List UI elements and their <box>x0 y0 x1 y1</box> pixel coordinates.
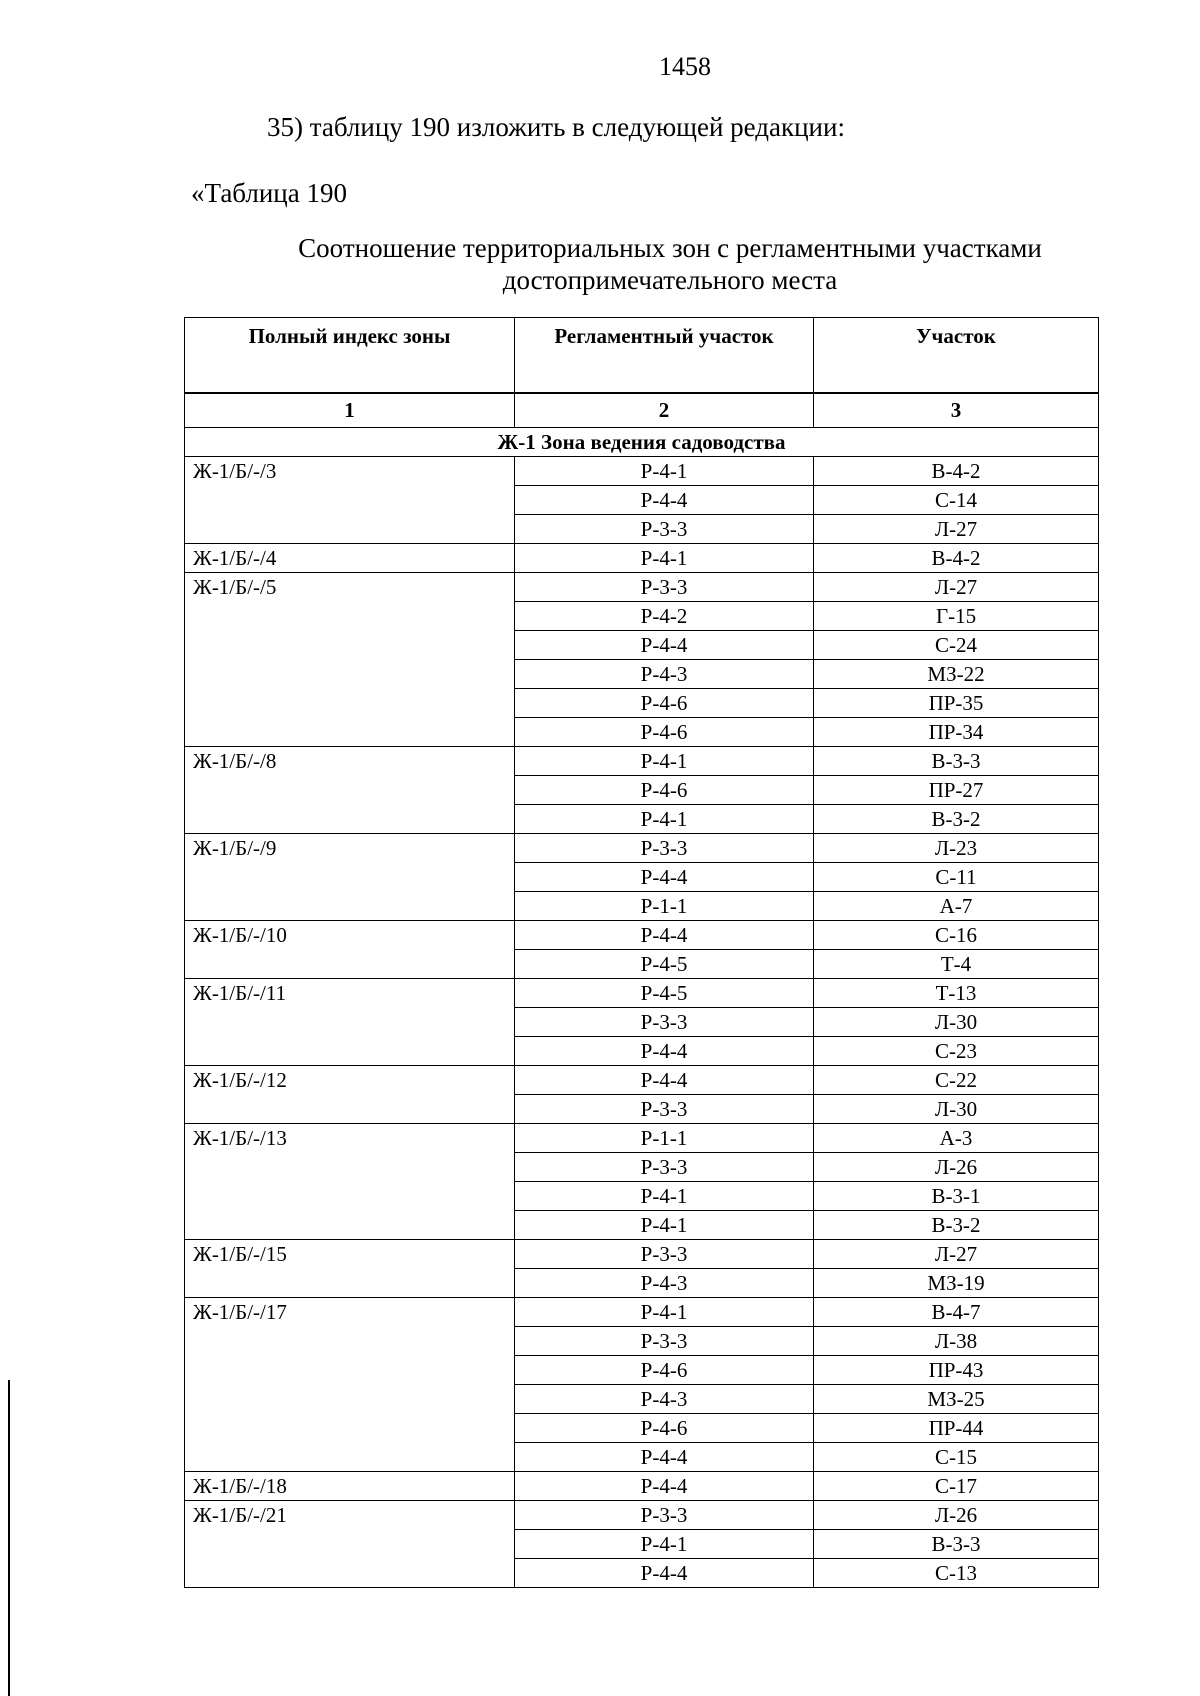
table-row <box>185 1124 1099 1153</box>
zone-index-cell: Ж-1/Б/-/11 <box>185 979 515 1066</box>
column-number-row <box>185 394 1099 428</box>
site-cell: С-24 <box>814 631 1099 660</box>
site-cell: В-3-2 <box>814 1211 1099 1240</box>
regulatory-site-cell: Р-4-5 <box>515 950 814 979</box>
site-cell: ПР-44 <box>814 1414 1099 1443</box>
regulatory-site-cell: Р-4-4 <box>515 1559 814 1588</box>
data-table <box>184 427 1099 1588</box>
regulatory-site-cell: Р-3-3 <box>515 834 814 863</box>
site-cell: С-11 <box>814 863 1099 892</box>
regulatory-site-cell: Р-3-3 <box>515 1153 814 1182</box>
regulatory-site-cell: Р-4-1 <box>515 1182 814 1211</box>
table-row <box>185 834 1099 863</box>
site-cell: МЗ-25 <box>814 1385 1099 1414</box>
site-cell: Т-4 <box>814 950 1099 979</box>
regulatory-site-cell: Р-4-1 <box>515 1530 814 1559</box>
zone-index-cell: Ж-1/Б/-/4 <box>185 544 515 573</box>
site-cell: Л-27 <box>814 1240 1099 1269</box>
margin-mark <box>8 1380 10 1696</box>
table-row <box>185 747 1099 776</box>
table-title-line-1: Соотношение территориальных зон с регламентными участками <box>298 233 1042 263</box>
site-cell: С-16 <box>814 921 1099 950</box>
regulatory-site-cell: Р-4-3 <box>515 660 814 689</box>
column-number-table <box>184 393 1099 428</box>
regulatory-site-cell: Р-4-4 <box>515 1443 814 1472</box>
site-cell: Г-15 <box>814 602 1099 631</box>
header-row <box>185 318 1099 393</box>
regulatory-site-cell: Р-4-4 <box>515 1066 814 1095</box>
zone-index-cell: Ж-1/Б/-/9 <box>185 834 515 921</box>
table-row <box>185 1501 1099 1530</box>
site-cell: ПР-43 <box>814 1356 1099 1385</box>
regulatory-site-cell: Р-4-4 <box>515 921 814 950</box>
zone-index-cell: Ж-1/Б/-/5 <box>185 573 515 747</box>
site-cell: С-23 <box>814 1037 1099 1066</box>
group-title: Ж-1 Зона ведения садоводства <box>185 428 1099 457</box>
intro-text: 35) таблицу 190 изложить в следующей редакции: <box>267 112 845 142</box>
regulatory-site-cell: Р-4-1 <box>515 1298 814 1327</box>
regulatory-site-cell: Р-3-3 <box>515 1240 814 1269</box>
group-title-row <box>185 428 1099 457</box>
zone-index-cell: Ж-1/Б/-/8 <box>185 747 515 834</box>
regulatory-site-cell: Р-3-3 <box>515 1327 814 1356</box>
zone-index-cell: Ж-1/Б/-/21 <box>185 1501 515 1588</box>
site-cell: ПР-27 <box>814 776 1099 805</box>
regulatory-site-cell: Р-3-3 <box>515 573 814 602</box>
table-row <box>185 1298 1099 1327</box>
site-cell: Л-26 <box>814 1501 1099 1530</box>
table-row <box>185 979 1099 1008</box>
regulatory-site-cell: Р-4-6 <box>515 689 814 718</box>
regulatory-site-cell: Р-4-4 <box>515 631 814 660</box>
regulatory-site-cell: Р-1-1 <box>515 1124 814 1153</box>
zone-index-cell: Ж-1/Б/-/12 <box>185 1066 515 1124</box>
site-cell: А-3 <box>814 1124 1099 1153</box>
regulatory-site-cell: Р-4-1 <box>515 457 814 486</box>
site-cell: С-17 <box>814 1472 1099 1501</box>
site-cell: В-3-1 <box>814 1182 1099 1211</box>
regulatory-site-cell: Р-4-6 <box>515 718 814 747</box>
site-cell: Л-27 <box>814 515 1099 544</box>
regulatory-site-cell: Р-3-3 <box>515 1501 814 1530</box>
regulatory-site-cell: Р-4-1 <box>515 1211 814 1240</box>
column-header-zone-index: Полный индекс зоны <box>185 318 515 393</box>
site-cell: С-14 <box>814 486 1099 515</box>
regulatory-site-cell: Р-4-1 <box>515 747 814 776</box>
table-row <box>185 544 1099 573</box>
regulatory-site-cell: Р-4-1 <box>515 544 814 573</box>
site-cell: А-7 <box>814 892 1099 921</box>
data-table-body <box>185 428 1099 1588</box>
site-cell: В-4-2 <box>814 544 1099 573</box>
table-row <box>185 573 1099 602</box>
site-cell: С-13 <box>814 1559 1099 1588</box>
site-cell: Л-30 <box>814 1008 1099 1037</box>
zone-index-cell: Ж-1/Б/-/18 <box>185 1472 515 1501</box>
regulatory-site-cell: Р-4-5 <box>515 979 814 1008</box>
regulatory-site-cell: Р-4-4 <box>515 1037 814 1066</box>
regulatory-site-cell: Р-4-6 <box>515 776 814 805</box>
regulatory-site-cell: Р-4-4 <box>515 863 814 892</box>
column-header-regulatory-site: Регламентный участок <box>515 318 814 393</box>
zone-index-cell: Ж-1/Б/-/3 <box>185 457 515 544</box>
regulatory-site-cell: Р-4-6 <box>515 1356 814 1385</box>
regulatory-site-cell: Р-4-6 <box>515 1414 814 1443</box>
table-row <box>185 1240 1099 1269</box>
header-table <box>184 317 1099 393</box>
site-cell: В-4-2 <box>814 457 1099 486</box>
table-row <box>185 1472 1099 1501</box>
site-cell: Л-27 <box>814 573 1099 602</box>
table-row <box>185 921 1099 950</box>
site-cell: В-3-2 <box>814 805 1099 834</box>
table-title-line-2: достопримечательного места <box>502 265 838 295</box>
site-cell: МЗ-22 <box>814 660 1099 689</box>
table-caption: «Таблица 190 <box>191 178 347 208</box>
zone-index-cell: Ж-1/Б/-/17 <box>185 1298 515 1472</box>
regulatory-site-cell: Р-4-1 <box>515 805 814 834</box>
regulatory-site-cell: Р-3-3 <box>515 515 814 544</box>
page-number: 1458 <box>659 52 711 81</box>
regulatory-site-cell: Р-3-3 <box>515 1008 814 1037</box>
column-number-2: 2 <box>515 394 814 428</box>
site-cell: В-3-3 <box>814 747 1099 776</box>
table-title <box>240 232 1100 296</box>
column-header-site: Участок <box>814 318 1099 393</box>
site-cell: Л-30 <box>814 1095 1099 1124</box>
site-cell: В-4-7 <box>814 1298 1099 1327</box>
site-cell: В-3-3 <box>814 1530 1099 1559</box>
column-number-3: 3 <box>814 394 1099 428</box>
site-cell: С-22 <box>814 1066 1099 1095</box>
zone-index-cell: Ж-1/Б/-/13 <box>185 1124 515 1240</box>
table-row <box>185 1066 1099 1095</box>
regulatory-site-cell: Р-1-1 <box>515 892 814 921</box>
regulatory-site-cell: Р-4-3 <box>515 1269 814 1298</box>
regulatory-site-cell: Р-4-2 <box>515 602 814 631</box>
zone-index-cell: Ж-1/Б/-/15 <box>185 1240 515 1298</box>
column-number-1: 1 <box>185 394 515 428</box>
site-cell: Л-38 <box>814 1327 1099 1356</box>
site-cell: ПР-35 <box>814 689 1099 718</box>
regulatory-site-cell: Р-4-4 <box>515 1472 814 1501</box>
regulatory-site-cell: Р-3-3 <box>515 1095 814 1124</box>
site-cell: С-15 <box>814 1443 1099 1472</box>
zone-index-cell: Ж-1/Б/-/10 <box>185 921 515 979</box>
site-cell: Т-13 <box>814 979 1099 1008</box>
site-cell: Л-23 <box>814 834 1099 863</box>
table-row <box>185 457 1099 486</box>
regulatory-site-cell: Р-4-3 <box>515 1385 814 1414</box>
site-cell: МЗ-19 <box>814 1269 1099 1298</box>
site-cell: Л-26 <box>814 1153 1099 1182</box>
regulatory-site-cell: Р-4-4 <box>515 486 814 515</box>
site-cell: ПР-34 <box>814 718 1099 747</box>
